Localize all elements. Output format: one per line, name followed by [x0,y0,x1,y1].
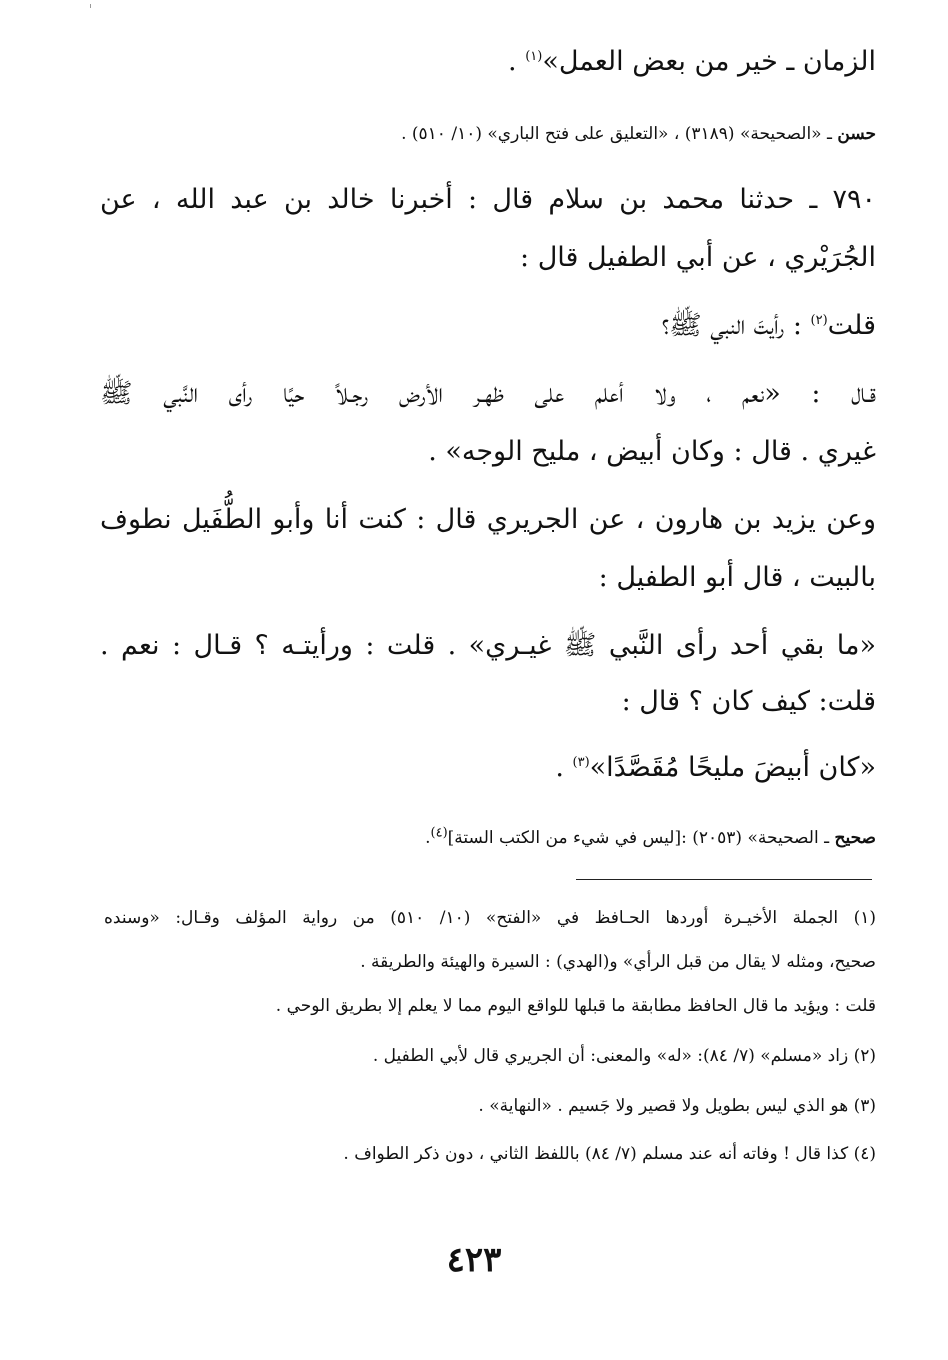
grading-line-2 [100,824,876,852]
text-line-11: قلت: كيف كان ؟ قال : [621,686,876,717]
text-line-10: «ما بقي أحد رأى النَّبي ﷺ غيـري» . قلت : ورأيتـه ؟ قـال : نعم . [100,630,876,661]
line-12-tail: . [555,752,573,783]
text-line-7: غيري . قال : وكان أبيض ، مليح الوجه» . [428,436,876,467]
footnote-ref-4: (٤) [430,825,448,841]
footnote-1-line-3: قلت : ويؤيد ما قال الحافظ مطابقة ما قبلها للواقع اليوم مما لا يعلم إلا بطريق الوحي . [275,996,876,1016]
grading-line-1 [100,120,876,148]
text-line-4: الجُرَيْري ، عن أبي الطفيل قال : [520,242,876,273]
grading-text: ـ «الصحيحة» (٣١٨٩) ، «التعليق على فتح الباري» (١٠/ ٥١٠) . [401,124,838,144]
text-line-3: ٧٩٠ ـ حدثنا محمد بن سلام قال : أخبرنا خالد بن عبد الله ، عن [100,184,876,215]
corner-mark [90,4,91,8]
text-line-6: قـال : «نعم ، ولا أعلم على ظهـر الأرض رجـلاً حيًا رأى النَّبي ﷺ [100,378,876,409]
text-line-9: بالبيت ، قال أبو الطفيل : [598,562,876,593]
footnote-1-line-1: (١) الجملة الأخيـرة أوردها الحـافظ في «الفتح» (١٠/ ٥١٠) من رواية المؤلف وقـال: «وسنده [104,908,876,928]
line-12-text: «كان أبيضَ مليحًا مُقَصَّدًا» [589,752,876,783]
page-number: ٤٢٣ [446,1240,502,1280]
footnote-ref-2: (٢) [810,313,828,328]
footnote-separator [576,879,872,880]
line-5-head: قلت [827,310,876,341]
footnote-1-line-2: صحيح، ومثله لا يقال من قبل الرأي» و(الهدي) : السيرة والهيئة والطريقة . [360,952,876,972]
grading-label-2: صحيح [834,828,876,848]
text-line-12 [100,748,876,788]
grading-label: حسن [837,124,876,144]
line-1-tail: . [508,46,526,77]
text-line-5 [100,306,876,346]
grading-text-2: ـ الصحيحة» (٢٠٥٣) :[ليس في شيء من الكتب الستة] [447,828,835,848]
footnote-3: (٣) هو الذي ليس بطويل ولا قصير ولا جَسيم . «النهاية» . [478,1096,876,1116]
footnote-ref-1: (١) [525,49,543,64]
grading-tail-2: . [425,828,431,848]
text-line-1 [100,42,876,82]
footnote-2: (٢) زاد «مسلم» (٧/ ٨٤): «له» والمعنى: أن الجريري قال لأبي الطفيل . [372,1046,876,1066]
line-5-text: : رأيتَ النبي ﷺ؟ [661,310,811,341]
footnote-4: (٤) كذا قال ! وفاته أنه عند مسلم (٧/ ٨٤) باللفظ الثاني ، دون ذكر الطواف . [343,1144,876,1164]
text-line-8: وعن يزيد بن هارون ، عن الجريري قال : كنت أنا وأبو الطُّفَيل نطوف [100,504,876,535]
line-1-text: الزمان ـ خير من بعض العمل» [542,46,876,77]
footnote-ref-3: (٣) [572,755,590,770]
